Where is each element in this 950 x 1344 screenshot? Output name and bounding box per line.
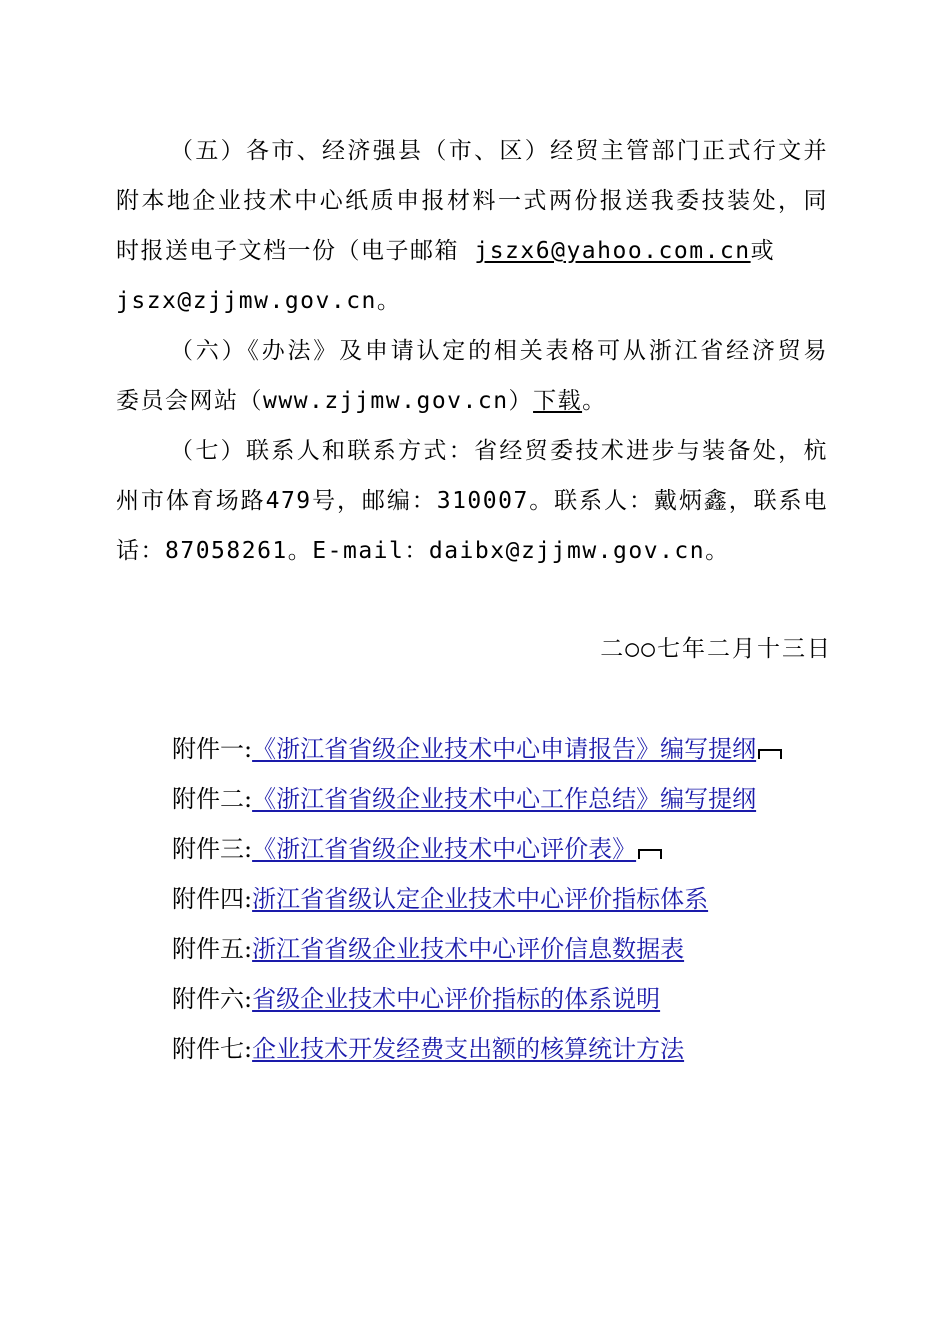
paragraph-6-line-2 bbox=[116, 386, 828, 416]
document-date: 二○○七年二月十三日 bbox=[600, 636, 832, 662]
paragraph-5-line-4: jszx@zjjmw.gov.cn。 bbox=[116, 288, 402, 314]
attachment-item bbox=[172, 734, 782, 764]
attachment-link[interactable]: 省级企业技术中心评价指标的体系说明 bbox=[252, 985, 661, 1013]
paragraph-7-line-1: （七）联系人和联系方式：省经贸委技术进步与装备处，杭 bbox=[170, 438, 828, 464]
attachment-label: 附件七: bbox=[172, 1035, 253, 1063]
attachment-link[interactable]: 浙江省省级认定企业技术中心评价指标体系 bbox=[252, 885, 709, 913]
text-segment: 或 bbox=[750, 238, 776, 264]
paragraph-mark-icon bbox=[638, 849, 662, 859]
attachment-label: 附件一: bbox=[172, 735, 253, 763]
paragraph-7-line-2: 州市体育场路479号，邮编：310007。联系人：戴炳鑫，联系电 bbox=[116, 488, 828, 514]
attachment-link[interactable]: 《浙江省省级企业技术中心申请报告》编写提纲 bbox=[252, 735, 757, 763]
paragraph-6-line-1: （六）《办法》及申请认定的相关表格可从浙江省经济贸易 bbox=[170, 338, 828, 364]
attachment-link[interactable]: 企业技术开发经费支出额的核算统计方法 bbox=[252, 1035, 685, 1063]
paragraph-mark-icon bbox=[758, 749, 782, 759]
attachment-item bbox=[172, 834, 662, 864]
attachment-item bbox=[172, 784, 756, 814]
text-segment: 。 bbox=[582, 388, 607, 414]
attachment-item bbox=[172, 984, 660, 1014]
paragraph-7-line-3: 话：87058261。E-mail：daibx@zjjmw.gov.cn。 bbox=[116, 538, 730, 564]
paragraph-5-line-1: （五）各市、经济强县（市、区）经贸主管部门正式行文并 bbox=[170, 138, 828, 164]
attachment-label: 附件五: bbox=[172, 935, 253, 963]
attachment-link[interactable]: 浙江省省级企业技术中心评价信息数据表 bbox=[252, 935, 685, 963]
attachment-item bbox=[172, 884, 708, 914]
attachment-item bbox=[172, 934, 684, 964]
attachment-item bbox=[172, 1034, 684, 1064]
text-segment: 委员会网站（www.zjjmw.gov.cn） bbox=[116, 388, 534, 414]
attachment-label: 附件三: bbox=[172, 835, 253, 863]
attachment-link[interactable]: 《浙江省省级企业技术中心评价表》 bbox=[252, 835, 637, 863]
attachment-label: 附件六: bbox=[172, 985, 253, 1013]
email-link-yahoo[interactable]: jszx6@yahoo.com.cn bbox=[474, 238, 751, 264]
paragraph-5-line-2: 附本地企业技术中心纸质申报材料一式两份报送我委技装处，同 bbox=[116, 188, 828, 214]
text-segment: 时报送电子文档一份（电子邮箱 bbox=[116, 238, 475, 264]
attachment-link[interactable]: 《浙江省省级企业技术中心工作总结》编写提纲 bbox=[252, 785, 757, 813]
attachment-label: 附件四: bbox=[172, 885, 253, 913]
attachment-label: 附件二: bbox=[172, 785, 253, 813]
paragraph-5-line-3 bbox=[116, 236, 828, 266]
download-link[interactable]: 下载 bbox=[533, 388, 583, 414]
